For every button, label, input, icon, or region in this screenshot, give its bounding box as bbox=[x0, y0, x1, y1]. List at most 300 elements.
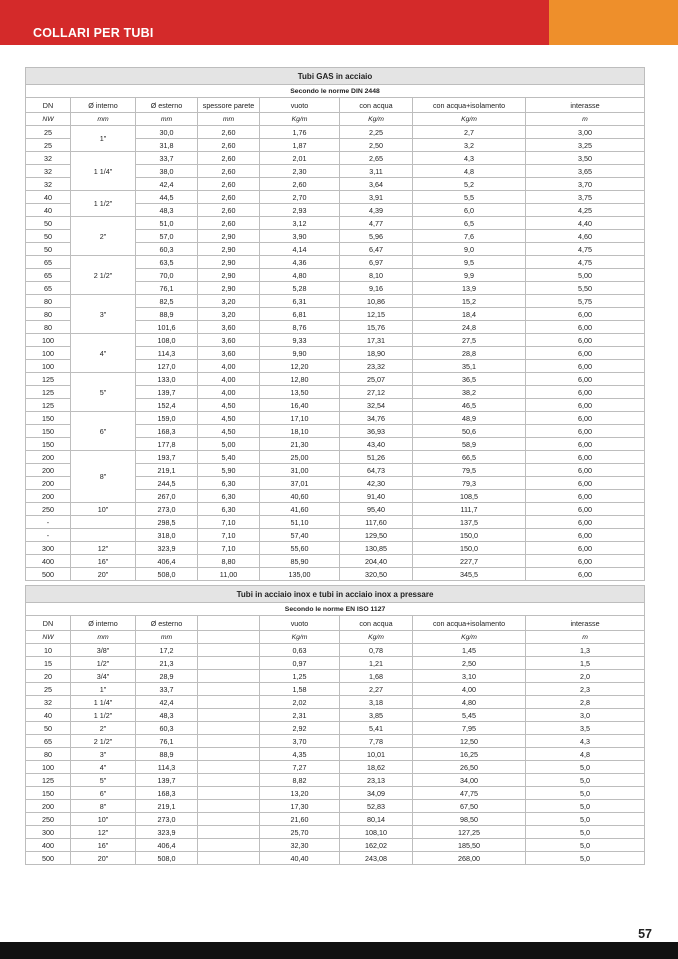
inner-diameter-cell: 1 1/2" bbox=[71, 709, 136, 722]
empty-weight-cell: 12,80 bbox=[260, 373, 340, 386]
outer-diameter-cell: 33,7 bbox=[136, 152, 198, 165]
dn-cell: 150 bbox=[26, 412, 71, 425]
spacing-cell: 6,00 bbox=[526, 451, 645, 464]
inner-diameter-cell bbox=[71, 529, 136, 542]
inner-diameter-cell: 1/2" bbox=[71, 657, 136, 670]
inner-diameter-cell: 20" bbox=[71, 568, 136, 581]
spacing-cell: 5,0 bbox=[526, 813, 645, 826]
gas-steel-pipe-table bbox=[25, 67, 645, 581]
table-row bbox=[26, 826, 645, 839]
inner-diameter-cell: 2" bbox=[71, 722, 136, 735]
empty-weight-cell: 2,31 bbox=[260, 709, 340, 722]
outer-diameter-cell: 219,1 bbox=[136, 464, 198, 477]
outer-diameter-cell: 127,0 bbox=[136, 360, 198, 373]
wall-thickness-cell: 7,10 bbox=[198, 516, 260, 529]
insulated-weight-cell: 26,50 bbox=[413, 761, 526, 774]
water-weight-cell: 7,78 bbox=[340, 735, 413, 748]
page-number: 57 bbox=[638, 927, 652, 941]
wall-thickness-cell: 3,60 bbox=[198, 321, 260, 334]
outer-diameter-cell: 508,0 bbox=[136, 852, 198, 865]
footer-bar bbox=[0, 942, 678, 959]
insulated-weight-cell: 47,75 bbox=[413, 787, 526, 800]
water-weight-cell: 129,50 bbox=[340, 529, 413, 542]
wall-thickness-cell: 2,90 bbox=[198, 256, 260, 269]
table-row bbox=[26, 748, 645, 761]
outer-diameter-cell: 17,2 bbox=[136, 644, 198, 657]
wall-thickness-cell: 5,40 bbox=[198, 451, 260, 464]
outer-diameter-cell: 139,7 bbox=[136, 386, 198, 399]
inner-diameter-cell: 10" bbox=[71, 813, 136, 826]
dn-cell: 25 bbox=[26, 683, 71, 696]
wall-thickness-cell: 2,60 bbox=[198, 204, 260, 217]
empty-weight-cell: 4,36 bbox=[260, 256, 340, 269]
dn-cell: 100 bbox=[26, 360, 71, 373]
dn-cell: 32 bbox=[26, 152, 71, 165]
insulated-weight-cell: 46,5 bbox=[413, 399, 526, 412]
empty-weight-cell: 37,01 bbox=[260, 477, 340, 490]
empty-weight-cell: 2,70 bbox=[260, 191, 340, 204]
column-header: Ø esterno bbox=[136, 98, 198, 113]
water-weight-cell: 320,50 bbox=[340, 568, 413, 581]
water-weight-cell: 91,40 bbox=[340, 490, 413, 503]
blank-cell bbox=[198, 722, 260, 735]
water-weight-cell: 117,60 bbox=[340, 516, 413, 529]
insulated-weight-cell: 7,95 bbox=[413, 722, 526, 735]
dn-cell: 125 bbox=[26, 399, 71, 412]
water-weight-cell: 95,40 bbox=[340, 503, 413, 516]
spacing-cell: 6,00 bbox=[526, 438, 645, 451]
insulated-weight-cell: 111,7 bbox=[413, 503, 526, 516]
table-row bbox=[26, 256, 645, 269]
water-weight-cell: 27,12 bbox=[340, 386, 413, 399]
water-weight-cell: 2,25 bbox=[340, 126, 413, 139]
inner-diameter-cell: 1 1/4" bbox=[71, 696, 136, 709]
spacing-cell: 3,50 bbox=[526, 152, 645, 165]
water-weight-cell: 23,13 bbox=[340, 774, 413, 787]
blank-cell bbox=[198, 826, 260, 839]
spacing-cell: 3,75 bbox=[526, 191, 645, 204]
unit-row bbox=[26, 113, 645, 126]
dn-cell: - bbox=[26, 516, 71, 529]
column-header: vuoto bbox=[260, 616, 340, 631]
inner-diameter-cell: 1 1/2" bbox=[71, 191, 136, 217]
dn-cell: 150 bbox=[26, 425, 71, 438]
column-header: spessore parete bbox=[198, 98, 260, 113]
wall-thickness-cell: 3,20 bbox=[198, 295, 260, 308]
insulated-weight-cell: 58,9 bbox=[413, 438, 526, 451]
column-unit: mm bbox=[136, 113, 198, 126]
inner-diameter-cell: 12" bbox=[71, 826, 136, 839]
dn-cell: 125 bbox=[26, 386, 71, 399]
outer-diameter-cell: 114,3 bbox=[136, 347, 198, 360]
spacing-cell: 6,00 bbox=[526, 568, 645, 581]
spacing-cell: 6,00 bbox=[526, 386, 645, 399]
table-row bbox=[26, 839, 645, 852]
outer-diameter-cell: 101,6 bbox=[136, 321, 198, 334]
column-unit: Kg/m bbox=[260, 631, 340, 644]
table-row bbox=[26, 217, 645, 230]
insulated-weight-cell: 79,3 bbox=[413, 477, 526, 490]
empty-weight-cell: 2,60 bbox=[260, 178, 340, 191]
water-weight-cell: 4,39 bbox=[340, 204, 413, 217]
table-row bbox=[26, 568, 645, 581]
table-row bbox=[26, 451, 645, 464]
inner-diameter-cell: 6" bbox=[71, 787, 136, 800]
empty-weight-cell: 6,81 bbox=[260, 308, 340, 321]
column-header-row bbox=[26, 616, 645, 631]
outer-diameter-cell: 33,7 bbox=[136, 683, 198, 696]
outer-diameter-cell: 152,4 bbox=[136, 399, 198, 412]
dn-cell: 400 bbox=[26, 839, 71, 852]
spacing-cell: 4,60 bbox=[526, 230, 645, 243]
table-row bbox=[26, 644, 645, 657]
water-weight-cell: 1,68 bbox=[340, 670, 413, 683]
spacing-cell: 5,00 bbox=[526, 269, 645, 282]
wall-thickness-cell: 2,60 bbox=[198, 126, 260, 139]
inner-diameter-cell: 1 1/4" bbox=[71, 152, 136, 191]
insulated-weight-cell: 5,5 bbox=[413, 191, 526, 204]
empty-weight-cell: 9,90 bbox=[260, 347, 340, 360]
outer-diameter-cell: 82,5 bbox=[136, 295, 198, 308]
inner-diameter-cell: 3/4" bbox=[71, 670, 136, 683]
spacing-cell: 6,00 bbox=[526, 347, 645, 360]
inner-diameter-cell: 10" bbox=[71, 503, 136, 516]
empty-weight-cell: 4,14 bbox=[260, 243, 340, 256]
column-header: DN bbox=[26, 98, 71, 113]
dn-cell: 80 bbox=[26, 321, 71, 334]
column-header bbox=[198, 616, 260, 631]
dn-cell: 125 bbox=[26, 774, 71, 787]
dn-cell: 40 bbox=[26, 204, 71, 217]
water-weight-cell: 2,27 bbox=[340, 683, 413, 696]
wall-thickness-cell: 3,60 bbox=[198, 334, 260, 347]
blank-cell bbox=[198, 813, 260, 826]
outer-diameter-cell: 273,0 bbox=[136, 503, 198, 516]
empty-weight-cell: 3,70 bbox=[260, 735, 340, 748]
empty-weight-cell: 8,82 bbox=[260, 774, 340, 787]
water-weight-cell: 36,93 bbox=[340, 425, 413, 438]
table-title: Tubi in acciaio inox e tubi in acciaio inox a pressare bbox=[26, 586, 645, 603]
dn-cell: 250 bbox=[26, 813, 71, 826]
table-row bbox=[26, 761, 645, 774]
insulated-weight-cell: 27,5 bbox=[413, 334, 526, 347]
empty-weight-cell: 17,10 bbox=[260, 412, 340, 425]
outer-diameter-cell: 42,4 bbox=[136, 696, 198, 709]
water-weight-cell: 108,10 bbox=[340, 826, 413, 839]
spacing-cell: 6,00 bbox=[526, 516, 645, 529]
insulated-weight-cell: 79,5 bbox=[413, 464, 526, 477]
wall-thickness-cell: 5,00 bbox=[198, 438, 260, 451]
dn-cell: 200 bbox=[26, 451, 71, 464]
insulated-weight-cell: 137,5 bbox=[413, 516, 526, 529]
insulated-weight-cell: 4,80 bbox=[413, 696, 526, 709]
inner-diameter-cell: 2" bbox=[71, 217, 136, 256]
inner-diameter-cell: 20" bbox=[71, 852, 136, 865]
water-weight-cell: 3,18 bbox=[340, 696, 413, 709]
outer-diameter-cell: 177,8 bbox=[136, 438, 198, 451]
table-row bbox=[26, 152, 645, 165]
water-weight-cell: 43,40 bbox=[340, 438, 413, 451]
dn-cell: 25 bbox=[26, 139, 71, 152]
wall-thickness-cell: 6,30 bbox=[198, 503, 260, 516]
column-unit: m bbox=[526, 113, 645, 126]
column-unit: NW bbox=[26, 113, 71, 126]
outer-diameter-cell: 48,3 bbox=[136, 709, 198, 722]
wall-thickness-cell: 2,60 bbox=[198, 178, 260, 191]
outer-diameter-cell: 88,9 bbox=[136, 308, 198, 321]
outer-diameter-cell: 159,0 bbox=[136, 412, 198, 425]
spacing-cell: 5,0 bbox=[526, 774, 645, 787]
spacing-cell: 6,00 bbox=[526, 503, 645, 516]
insulated-weight-cell: 35,1 bbox=[413, 360, 526, 373]
dn-cell: 300 bbox=[26, 542, 71, 555]
table-row bbox=[26, 529, 645, 542]
column-header: interasse bbox=[526, 616, 645, 631]
dn-cell: 32 bbox=[26, 165, 71, 178]
table-row bbox=[26, 373, 645, 386]
wall-thickness-cell: 5,90 bbox=[198, 464, 260, 477]
empty-weight-cell: 25,00 bbox=[260, 451, 340, 464]
dn-cell: 100 bbox=[26, 334, 71, 347]
column-header: vuoto bbox=[260, 98, 340, 113]
dn-cell: 100 bbox=[26, 761, 71, 774]
dn-cell: 65 bbox=[26, 735, 71, 748]
outer-diameter-cell: 406,4 bbox=[136, 555, 198, 568]
outer-diameter-cell: 133,0 bbox=[136, 373, 198, 386]
blank-cell bbox=[198, 852, 260, 865]
outer-diameter-cell: 108,0 bbox=[136, 334, 198, 347]
insulated-weight-cell: 67,50 bbox=[413, 800, 526, 813]
wall-thickness-cell: 2,90 bbox=[198, 243, 260, 256]
water-weight-cell: 34,09 bbox=[340, 787, 413, 800]
outer-diameter-cell: 139,7 bbox=[136, 774, 198, 787]
spacing-cell: 6,00 bbox=[526, 477, 645, 490]
wall-thickness-cell: 7,10 bbox=[198, 542, 260, 555]
empty-weight-cell: 21,60 bbox=[260, 813, 340, 826]
insulated-weight-cell: 5,2 bbox=[413, 178, 526, 191]
insulated-weight-cell: 150,0 bbox=[413, 542, 526, 555]
spacing-cell: 4,25 bbox=[526, 204, 645, 217]
empty-weight-cell: 16,40 bbox=[260, 399, 340, 412]
outer-diameter-cell: 168,3 bbox=[136, 425, 198, 438]
inner-diameter-cell: 3/8" bbox=[71, 644, 136, 657]
insulated-weight-cell: 6,5 bbox=[413, 217, 526, 230]
spacing-cell: 3,0 bbox=[526, 709, 645, 722]
empty-weight-cell: 7,27 bbox=[260, 761, 340, 774]
dn-cell: 25 bbox=[26, 126, 71, 139]
blank-cell bbox=[198, 696, 260, 709]
dn-cell: 32 bbox=[26, 178, 71, 191]
spacing-cell: 6,00 bbox=[526, 529, 645, 542]
insulated-weight-cell: 4,00 bbox=[413, 683, 526, 696]
outer-diameter-cell: 30,0 bbox=[136, 126, 198, 139]
empty-weight-cell: 25,70 bbox=[260, 826, 340, 839]
outer-diameter-cell: 60,3 bbox=[136, 243, 198, 256]
column-unit: NW bbox=[26, 631, 71, 644]
insulated-weight-cell: 5,45 bbox=[413, 709, 526, 722]
table-row bbox=[26, 722, 645, 735]
water-weight-cell: 5,96 bbox=[340, 230, 413, 243]
spacing-cell: 1,3 bbox=[526, 644, 645, 657]
outer-diameter-cell: 323,9 bbox=[136, 826, 198, 839]
inner-diameter-cell: 5" bbox=[71, 774, 136, 787]
blank-cell bbox=[198, 787, 260, 800]
table-row bbox=[26, 735, 645, 748]
wall-thickness-cell: 8,80 bbox=[198, 555, 260, 568]
wall-thickness-cell: 2,90 bbox=[198, 282, 260, 295]
spacing-cell: 3,65 bbox=[526, 165, 645, 178]
water-weight-cell: 2,50 bbox=[340, 139, 413, 152]
empty-weight-cell: 12,20 bbox=[260, 360, 340, 373]
header-orange-band bbox=[549, 0, 678, 45]
wall-thickness-cell: 7,10 bbox=[198, 529, 260, 542]
wall-thickness-cell: 2,60 bbox=[198, 191, 260, 204]
spacing-cell: 6,00 bbox=[526, 334, 645, 347]
empty-weight-cell: 2,92 bbox=[260, 722, 340, 735]
water-weight-cell: 12,15 bbox=[340, 308, 413, 321]
insulated-weight-cell: 36,5 bbox=[413, 373, 526, 386]
inner-diameter-cell: 3" bbox=[71, 748, 136, 761]
insulated-weight-cell: 268,00 bbox=[413, 852, 526, 865]
water-weight-cell: 34,76 bbox=[340, 412, 413, 425]
outer-diameter-cell: 406,4 bbox=[136, 839, 198, 852]
blank-cell bbox=[198, 800, 260, 813]
insulated-weight-cell: 3,2 bbox=[413, 139, 526, 152]
column-header: Ø interno bbox=[71, 98, 136, 113]
spacing-cell: 5,0 bbox=[526, 761, 645, 774]
outer-diameter-cell: 508,0 bbox=[136, 568, 198, 581]
outer-diameter-cell: 323,9 bbox=[136, 542, 198, 555]
water-weight-cell: 243,08 bbox=[340, 852, 413, 865]
outer-diameter-cell: 57,0 bbox=[136, 230, 198, 243]
insulated-weight-cell: 4,3 bbox=[413, 152, 526, 165]
water-weight-cell: 3,85 bbox=[340, 709, 413, 722]
insulated-weight-cell: 18,4 bbox=[413, 308, 526, 321]
spacing-cell: 5,0 bbox=[526, 839, 645, 852]
inner-diameter-cell: 8" bbox=[71, 800, 136, 813]
insulated-weight-cell: 345,5 bbox=[413, 568, 526, 581]
table-row bbox=[26, 191, 645, 204]
spacing-cell: 4,75 bbox=[526, 256, 645, 269]
insulated-weight-cell: 48,9 bbox=[413, 412, 526, 425]
table-row bbox=[26, 412, 645, 425]
spacing-cell: 3,70 bbox=[526, 178, 645, 191]
column-unit: Kg/m bbox=[340, 631, 413, 644]
page-header bbox=[0, 0, 678, 45]
outer-diameter-cell: 63,5 bbox=[136, 256, 198, 269]
blank-cell bbox=[198, 644, 260, 657]
empty-weight-cell: 4,80 bbox=[260, 269, 340, 282]
table-row bbox=[26, 683, 645, 696]
dn-cell: 20 bbox=[26, 670, 71, 683]
water-weight-cell: 6,97 bbox=[340, 256, 413, 269]
dn-cell: 40 bbox=[26, 709, 71, 722]
outer-diameter-cell: 318,0 bbox=[136, 529, 198, 542]
wall-thickness-cell: 6,30 bbox=[198, 477, 260, 490]
empty-weight-cell: 2,02 bbox=[260, 696, 340, 709]
inner-diameter-cell: 4" bbox=[71, 761, 136, 774]
empty-weight-cell: 5,28 bbox=[260, 282, 340, 295]
wall-thickness-cell: 4,50 bbox=[198, 412, 260, 425]
table-row bbox=[26, 555, 645, 568]
inner-diameter-cell: 16" bbox=[71, 555, 136, 568]
dn-cell: 10 bbox=[26, 644, 71, 657]
table-row bbox=[26, 126, 645, 139]
empty-weight-cell: 0,63 bbox=[260, 644, 340, 657]
dn-cell: 125 bbox=[26, 373, 71, 386]
column-unit: mm bbox=[198, 113, 260, 126]
outer-diameter-cell: 42,4 bbox=[136, 178, 198, 191]
insulated-weight-cell: 127,25 bbox=[413, 826, 526, 839]
dn-cell: 50 bbox=[26, 243, 71, 256]
empty-weight-cell: 3,90 bbox=[260, 230, 340, 243]
spacing-cell: 4,40 bbox=[526, 217, 645, 230]
empty-weight-cell: 31,00 bbox=[260, 464, 340, 477]
spacing-cell: 6,00 bbox=[526, 490, 645, 503]
wall-thickness-cell: 2,60 bbox=[198, 139, 260, 152]
outer-diameter-cell: 31,8 bbox=[136, 139, 198, 152]
column-unit: mm bbox=[71, 631, 136, 644]
insulated-weight-cell: 185,50 bbox=[413, 839, 526, 852]
insulated-weight-cell: 66,5 bbox=[413, 451, 526, 464]
spacing-cell: 6,00 bbox=[526, 360, 645, 373]
table-row bbox=[26, 852, 645, 865]
blank-cell bbox=[198, 709, 260, 722]
dn-cell: 150 bbox=[26, 787, 71, 800]
empty-weight-cell: 40,40 bbox=[260, 852, 340, 865]
dn-cell: 250 bbox=[26, 503, 71, 516]
blank-cell bbox=[198, 670, 260, 683]
table-row bbox=[26, 709, 645, 722]
inner-diameter-cell: 16" bbox=[71, 839, 136, 852]
spacing-cell: 6,00 bbox=[526, 412, 645, 425]
insulated-weight-cell: 150,0 bbox=[413, 529, 526, 542]
spacing-cell: 5,0 bbox=[526, 826, 645, 839]
empty-weight-cell: 85,90 bbox=[260, 555, 340, 568]
wall-thickness-cell: 4,00 bbox=[198, 373, 260, 386]
table-row bbox=[26, 295, 645, 308]
table-row bbox=[26, 503, 645, 516]
table-row bbox=[26, 696, 645, 709]
outer-diameter-cell: 44,5 bbox=[136, 191, 198, 204]
table-row bbox=[26, 334, 645, 347]
outer-diameter-cell: 114,3 bbox=[136, 761, 198, 774]
dn-cell: 80 bbox=[26, 308, 71, 321]
water-weight-cell: 23,32 bbox=[340, 360, 413, 373]
insulated-weight-cell: 2,7 bbox=[413, 126, 526, 139]
water-weight-cell: 130,85 bbox=[340, 542, 413, 555]
spacing-cell: 6,00 bbox=[526, 321, 645, 334]
table-row bbox=[26, 670, 645, 683]
dn-cell: 200 bbox=[26, 477, 71, 490]
spacing-cell: 5,0 bbox=[526, 800, 645, 813]
wall-thickness-cell: 2,60 bbox=[198, 152, 260, 165]
outer-diameter-cell: 70,0 bbox=[136, 269, 198, 282]
insulated-weight-cell: 1,45 bbox=[413, 644, 526, 657]
spacing-cell: 6,00 bbox=[526, 542, 645, 555]
table-row bbox=[26, 657, 645, 670]
water-weight-cell: 64,73 bbox=[340, 464, 413, 477]
inner-diameter-cell: 1" bbox=[71, 126, 136, 152]
inner-diameter-cell: 5" bbox=[71, 373, 136, 412]
blank-cell bbox=[198, 748, 260, 761]
empty-weight-cell: 13,20 bbox=[260, 787, 340, 800]
empty-weight-cell: 51,10 bbox=[260, 516, 340, 529]
insulated-weight-cell: 7,6 bbox=[413, 230, 526, 243]
insulated-weight-cell: 16,25 bbox=[413, 748, 526, 761]
empty-weight-cell: 40,60 bbox=[260, 490, 340, 503]
spacing-cell: 5,50 bbox=[526, 282, 645, 295]
